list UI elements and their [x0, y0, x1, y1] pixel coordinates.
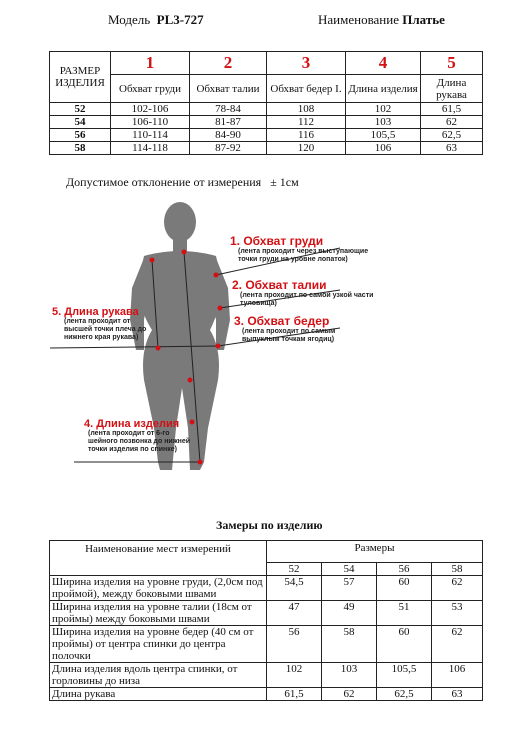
col-num-5: 5: [421, 52, 483, 75]
value-cell: 84-90: [190, 129, 267, 142]
meas-row-name: Длина рукава: [50, 688, 267, 701]
meas-value: 63: [432, 688, 483, 701]
size-row: [50, 142, 483, 155]
meas-row: [50, 601, 483, 626]
value-cell: 106-110: [111, 116, 190, 129]
value-cell: 110-114: [111, 129, 190, 142]
chest-note: (лента проходит через выступающие точки груди на уровне лопаток): [238, 248, 369, 263]
meas-size-col: 52: [267, 563, 322, 576]
waist-label: [232, 278, 472, 308]
meas-row-name: Ширина изделия на уровне бедер (40 см от проймы) от центра спинки до центра полочки: [50, 626, 267, 663]
meas-value: 47: [267, 601, 322, 626]
length-label: [84, 418, 194, 454]
meas-value: 106: [432, 663, 483, 688]
meas-value: 53: [432, 601, 483, 626]
col-num-1: 1: [111, 52, 190, 75]
sleeve-title: 5. Длина рукава: [52, 306, 139, 318]
size-row-header: [50, 52, 111, 103]
length-note: (лента проходит от 6-го шейного позвонка до нижней точки изделия по спинке): [88, 430, 191, 453]
col-label-2: Обхват талии: [190, 75, 267, 103]
meas-value: 57: [322, 576, 377, 601]
waist-title: 2. Обхват талии: [232, 278, 327, 292]
meas-value: 54,5: [267, 576, 322, 601]
col-label-4: Длина изделия: [346, 75, 421, 103]
measurements-title: Замеры по изделию: [216, 518, 323, 532]
model-value: PL3-727: [156, 12, 204, 27]
value-cell: 120: [267, 142, 346, 155]
meas-value: 58: [322, 626, 377, 663]
model-header: [108, 12, 204, 28]
chest-label: [230, 234, 470, 264]
meas-sizes-header: Размеры: [267, 541, 483, 563]
meas-size-col: 58: [432, 563, 483, 576]
tolerance-line: [66, 175, 299, 190]
sleeve-label: [52, 306, 152, 342]
measurement-figure: [40, 200, 480, 500]
hips-note: (лента проходит по самым выпуклым точкам ягодиц): [242, 328, 336, 343]
value-cell: 105,5: [346, 129, 421, 142]
meas-row-name: Длина изделия вдоль центра спинки, от горловины до низа: [50, 663, 267, 688]
model-label: Модель: [108, 12, 151, 27]
meas-value: 105,5: [377, 663, 432, 688]
meas-value: 51: [377, 601, 432, 626]
col-label-3: Обхват бедер I.: [267, 75, 346, 103]
value-cell: 62,5: [421, 129, 483, 142]
meas-row-name: Ширина изделия на уровне талии (18см от проймы) между боковыми швами: [50, 601, 267, 626]
meas-row: [50, 576, 483, 601]
meas-value: 62: [322, 688, 377, 701]
value-cell: 114-118: [111, 142, 190, 155]
meas-size-col: 56: [377, 563, 432, 576]
size-cell: 58: [50, 142, 111, 155]
value-cell: 81-87: [190, 116, 267, 129]
product-name-header: [318, 12, 445, 28]
value-cell: 102: [346, 103, 421, 116]
value-cell: 62: [421, 116, 483, 129]
col-num-2: 2: [190, 52, 267, 75]
hips-title: 3. Обхват бедер: [234, 314, 330, 328]
meas-value: 60: [377, 626, 432, 663]
meas-row: [50, 663, 483, 688]
col-label-5: Длина рукава: [421, 75, 483, 103]
meas-value: 49: [322, 601, 377, 626]
meas-value: 62: [432, 626, 483, 663]
value-cell: 106: [346, 142, 421, 155]
name-value: Платье: [402, 12, 445, 27]
meas-row: [50, 626, 483, 663]
meas-name-header-text: Наименование мест измерений: [85, 543, 231, 555]
value-cell: 78-84: [190, 103, 267, 116]
value-cell: 108: [267, 103, 346, 116]
meas-name-header: [50, 541, 267, 576]
meas-row: [50, 688, 483, 701]
hips-label: [234, 314, 474, 344]
meas-value: 62: [432, 576, 483, 601]
measurements-table: [49, 540, 483, 701]
value-cell: 61,5: [421, 103, 483, 116]
meas-row-name: Ширина изделия на уровне груди, (2,0см под проймой), между боковыми швами: [50, 576, 267, 601]
size-cell: 52: [50, 103, 111, 116]
meas-value: 60: [377, 576, 432, 601]
tolerance-text: Допустимое отклонение от измерения: [66, 175, 262, 189]
size-row: [50, 116, 483, 129]
size-cell: 56: [50, 129, 111, 142]
meas-value: 103: [322, 663, 377, 688]
sleeve-note: (лента проходит от высшей точки плеча до нижнего края рукава): [64, 318, 147, 341]
col-label-1: Обхват груди: [111, 75, 190, 103]
meas-value: 61,5: [267, 688, 322, 701]
meas-size-col: 54: [322, 563, 377, 576]
size-row-header-text: РАЗМЕР ИЗДЕЛИЯ: [55, 65, 105, 89]
name-label: Наименование: [318, 12, 399, 27]
value-cell: 116: [267, 129, 346, 142]
size-cell: 54: [50, 116, 111, 129]
value-cell: 102-106: [111, 103, 190, 116]
meas-value: 62,5: [377, 688, 432, 701]
meas-value: 102: [267, 663, 322, 688]
size-row: [50, 129, 483, 142]
col-num-3: 3: [267, 52, 346, 75]
size-table: [49, 51, 483, 155]
tolerance-value: ± 1см: [270, 175, 299, 189]
col-num-4: 4: [346, 52, 421, 75]
value-cell: 112: [267, 116, 346, 129]
size-row: [50, 103, 483, 116]
waist-note: (лента проходит по самой узкой части туловища): [240, 292, 374, 307]
chest-title: 1. Обхват груди: [230, 234, 324, 248]
meas-value: 56: [267, 626, 322, 663]
length-title: 4. Длина изделия: [84, 418, 180, 430]
value-cell: 63: [421, 142, 483, 155]
value-cell: 87-92: [190, 142, 267, 155]
value-cell: 103: [346, 116, 421, 129]
